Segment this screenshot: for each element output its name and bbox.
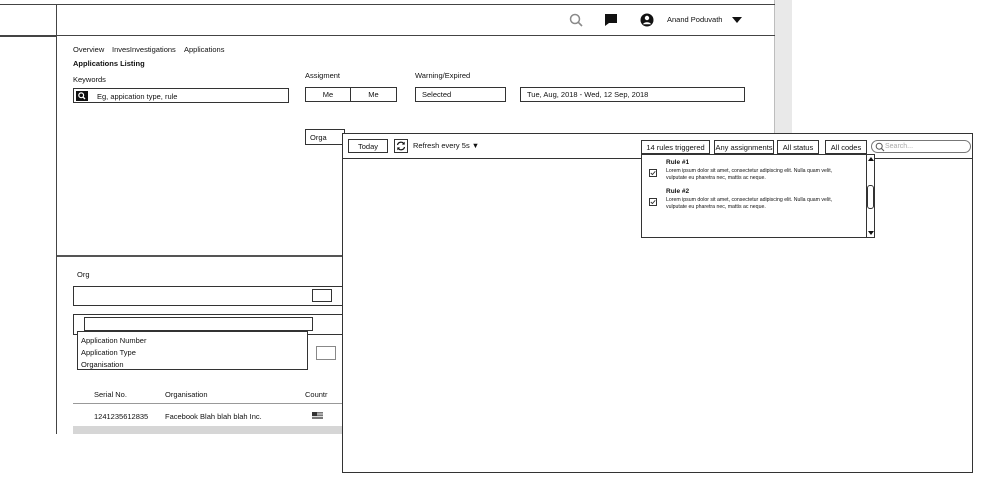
keywords-search-field[interactable]: [73, 88, 289, 103]
all-codes-button[interactable]: All codes: [825, 140, 867, 154]
chevron-down-icon[interactable]: [732, 17, 742, 23]
page-title: Applications Listing: [73, 59, 145, 68]
table-row[interactable]: [73, 404, 347, 426]
rule-2-text-line2: vulputate eu pharetra nec, mattis ac neque.: [666, 204, 766, 210]
organisation-button[interactable]: Orga: [305, 129, 345, 145]
column-serial[interactable]: Serial No.: [94, 390, 127, 399]
search-icon: [875, 142, 885, 152]
search-icon[interactable]: [569, 13, 583, 27]
rule-1-title: Rule #1: [666, 159, 690, 166]
rules-dropdown: [641, 154, 875, 238]
rules-scrollbar[interactable]: [866, 155, 874, 237]
keywords-label: Keywords: [73, 75, 106, 84]
org-label: Org: [77, 270, 90, 279]
user-account-icon[interactable]: [640, 13, 654, 27]
today-button[interactable]: Today: [348, 139, 388, 153]
sidebar-top-line: [0, 36, 57, 37]
rule-2-checkbox[interactable]: [649, 198, 657, 206]
overlay-search-field[interactable]: [871, 140, 971, 153]
lower-panel-divider: [57, 255, 347, 257]
overlay-panel: [342, 133, 973, 473]
dropdown-option-application-number[interactable]: Application Number: [81, 336, 147, 345]
sidebar-divider: [56, 4, 57, 434]
date-range-field[interactable]: Tue, Aug, 2018 - Wed, 12 Sep, 2018: [520, 87, 745, 102]
org-field[interactable]: [73, 286, 347, 306]
refresh-icon[interactable]: [394, 139, 408, 153]
rule-1-text-line1: Lorem ipsum dolor sit amet, consectetur adipiscing elit. Nulla quam velit,: [666, 168, 833, 174]
rule-1-text-line2: vulputate eu pharetra nec, mattis ac neque.: [666, 175, 766, 181]
column-organisation[interactable]: Organisation: [165, 390, 208, 399]
warning-select[interactable]: Selected: [415, 87, 506, 102]
org-field-button[interactable]: [312, 289, 332, 302]
chat-icon[interactable]: [604, 13, 618, 27]
scrollbar-thumb[interactable]: [867, 185, 874, 209]
filter-button[interactable]: [316, 346, 336, 360]
row-serial: 1241235612835: [94, 412, 149, 421]
row-organisation: Facebook Blah blah blah Inc.: [165, 412, 262, 421]
overlay-search-placeholder: Search...: [885, 143, 914, 150]
search-icon: [76, 91, 88, 101]
flag-icon: [312, 412, 323, 419]
filter-dropdown: [77, 331, 308, 370]
keywords-placeholder: Eg, appication type, rule: [97, 91, 178, 101]
refresh-dropdown[interactable]: Refresh every 5s ▼: [413, 141, 480, 150]
rules-triggered-button[interactable]: 14 rules triggered: [641, 140, 710, 154]
dropdown-option-application-type[interactable]: Application Type: [81, 348, 136, 357]
rule-2-text-line1: Lorem ipsum dolor sit amet, consectetur adipiscing elit. Nulla quam velit,: [666, 197, 833, 203]
scroll-down-icon[interactable]: [868, 230, 874, 236]
scroll-up-icon[interactable]: [868, 156, 874, 162]
assignment-me-button[interactable]: Me: [305, 87, 351, 102]
all-status-button[interactable]: All status: [777, 140, 819, 154]
tab-overview[interactable]: Overview: [73, 45, 105, 54]
assignment-label: Assigment: [305, 71, 341, 80]
assignment-me-button-2[interactable]: Me: [350, 87, 397, 102]
tab-investigations[interactable]: InvesInvestigations: [112, 45, 176, 54]
filter-input[interactable]: [84, 317, 313, 331]
warning-label: Warning/Expired: [415, 71, 471, 80]
rule-1-checkbox[interactable]: [649, 169, 657, 177]
dropdown-option-organisation[interactable]: Organisation: [81, 360, 124, 369]
column-country[interactable]: Countr: [305, 390, 328, 399]
rule-2-title: Rule #2: [666, 188, 690, 195]
any-assignments-button[interactable]: Any assignments: [714, 140, 774, 154]
table-scrollbar[interactable]: [73, 426, 347, 434]
top-bar: [0, 4, 775, 36]
tab-applications[interactable]: Applications: [184, 45, 225, 54]
user-name[interactable]: Anand Poduvath: [667, 15, 723, 24]
